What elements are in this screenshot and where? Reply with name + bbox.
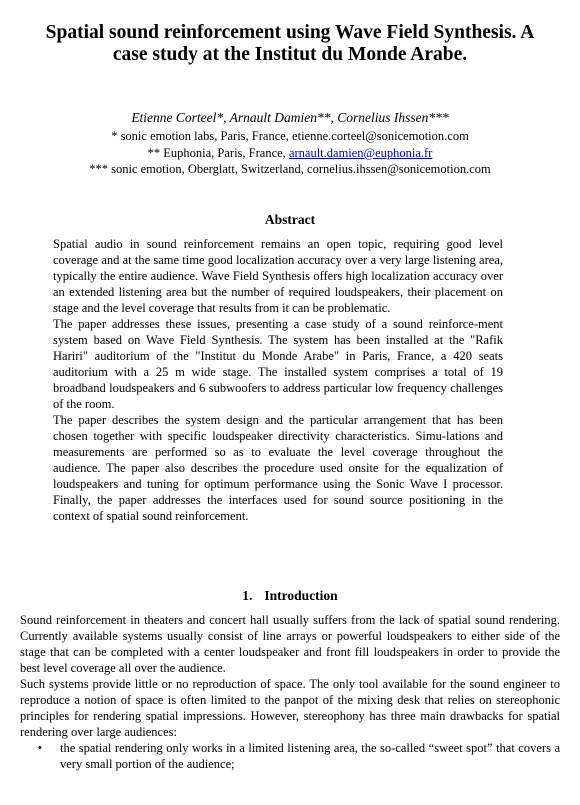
abstract-body xyxy=(53,236,503,524)
section-heading xyxy=(40,588,540,604)
abstract-paragraph: The paper describes the system design and the particular arrangement that has been chosen together with specific loudspeaker directivity characteristics. Simu-lations and measurements are performed so as to evaluate the level coverage throughout the audience. The paper also describes the procedure used onsite for the equalization of loudspeakers and tuning for optimum performance using the Sonic Wave I processor. Finally, the paper addresses the interfaces used for sound source positioning in the context of spatial sound reinforcement. xyxy=(53,413,503,523)
section-title: Introduction xyxy=(264,588,338,603)
paper-title: Spatial sound reinforcement using Wave Field Synthesis. A case study at the Institut du Monde Arabe. xyxy=(45,22,535,65)
bullet-item xyxy=(20,740,560,772)
body-paragraph: Sound reinforcement in theaters and concert hall usually suffers from the lack of spatial sound rendering. Currently available systems usually consist of line arrays or powerful loudspeakers to either side of the stage that can be completed with a center loudspeaker and front fill loudspeakers in order to provide the best level coverage all over the audience. xyxy=(20,613,560,675)
bullet-text: the spatial rendering only works in a limited listening area, the so-called “sweet spot” that covers a very small portion of the audience; xyxy=(60,741,560,771)
section-body xyxy=(20,612,560,772)
abstract-paragraph: The paper addresses these issues, presenting a case study of a sound reinforce-ment system based on Wave Field Synthesis. The system has been installed at the "Rafik Hariri" auditorium of the "Institut du Monde Arabe" in Paris, France, a 420 seats auditorium with a 25 m wide stage. The installed system comprises a total of 19 broadband loudspeakers and 6 subwoofers to address particular low frequency challenges of the room. xyxy=(53,317,503,411)
bullet-icon: • xyxy=(37,741,43,755)
abstract-paragraph: Spatial audio in sound reinforcement remains an open topic, requiring good level coverage and at the same time good localization accuracy over a very large listening area, typically the entire audience. Wave Field Synthesis offers high localization accuracy over an extended listening area but the number of required loudspeakers, their placement on stage and the level coverage that results from it can be problematic. xyxy=(53,237,503,315)
affiliation-2 xyxy=(20,145,560,161)
author-list: Etienne Corteel*, Arnault Damien**, Cornelius Ihssen*** xyxy=(131,110,449,125)
affiliation-2-text: ** Euphonia, Paris, France, xyxy=(147,146,289,160)
affiliation-2-email-link[interactable]: arnault.damien@euphonia.fr xyxy=(288,146,433,160)
affiliation-3 xyxy=(20,161,560,177)
affiliation-1-text: * sonic emotion labs, Paris, France, etienne.corteel@sonicemotion.com xyxy=(111,129,469,143)
section-number: 1. xyxy=(242,588,253,603)
affiliation-3-text: *** sonic emotion, Oberglatt, Switzerland, cornelius.ihssen@sonicemotion.com xyxy=(89,162,491,176)
abstract-heading: Abstract xyxy=(264,212,316,227)
body-paragraph: Such systems provide little or no reproduction of space. The only tool available for the sound engineer to reproduce a notion of space is often limited to the panpot of the mixing desk that relies on stereophonic principles for rendering spatial impressions. However, stereophony has three main drawbacks for spatial rendering over large audiences: xyxy=(20,677,560,739)
affiliation-1 xyxy=(20,128,560,144)
